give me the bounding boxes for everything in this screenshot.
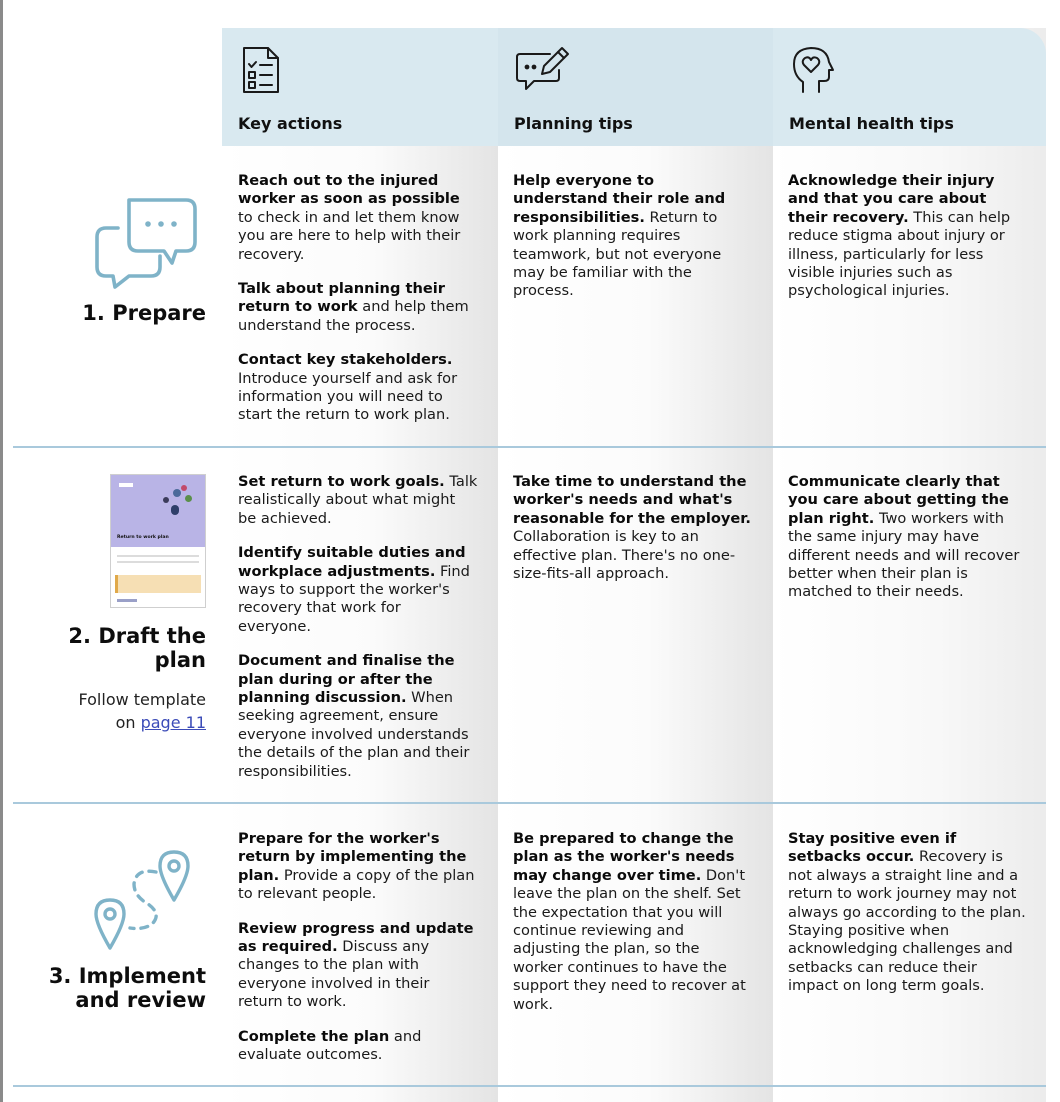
row-divider	[13, 802, 1046, 804]
page-11-link[interactable]: page 11	[140, 713, 206, 732]
list-item: Identify suitable duties and workplace adjustments. Find ways to support the worker's recovery that work for everyone.	[238, 544, 470, 635]
list-item: Contact key stakeholders. Introduce yourself and ask for information you will need to start the return to work plan.	[238, 351, 458, 424]
row-divider	[13, 446, 1046, 448]
stage3-key-actions	[238, 830, 478, 1080]
route-pins-icon	[90, 848, 194, 952]
stage1-key-actions	[238, 172, 478, 441]
template-thumbnail[interactable]	[110, 474, 206, 608]
stage2-key-actions	[238, 473, 478, 797]
stage-title-draft-plan: 2. Draft the plan	[68, 624, 206, 672]
stage1-planning-tips	[513, 172, 753, 317]
list-item: Be prepared to change the plan as the worker's needs may change over time. Don't leave the plan on the shelf. Set the expectation that you will continue reviewing and adjusting the plan, so the worker continues to have the support they need to recover at work.	[513, 830, 746, 1013]
stage2-mental-health-tips	[788, 473, 1028, 618]
list-item: Talk about planning their return to work and help them understand the process.	[238, 280, 469, 334]
stage3-mental-health-tips	[788, 830, 1028, 1012]
page-edge	[0, 0, 3, 1102]
stage1-mental-health-tips	[788, 172, 1028, 317]
chat-bubbles-icon	[94, 196, 200, 290]
checklist-icon	[238, 44, 288, 96]
header-mental-health-tips	[773, 28, 1046, 146]
row-divider	[13, 1085, 1046, 1087]
header-title: Mental health tips	[789, 114, 954, 133]
list-item: Set return to work goals. Talk realistically about what might be achieved.	[238, 473, 478, 527]
list-item: Review progress and update as required. Discuss any changes to the plan with everyone involved in their return to work.	[238, 919, 474, 1011]
header-key-actions	[222, 28, 498, 146]
list-item: Reach out to the injured worker as soon as possible to check in and let them know you are here to help with their recovery.	[238, 172, 461, 263]
list-item: Complete the plan and evaluate outcomes.	[238, 1027, 422, 1064]
speech-pencil-icon	[514, 44, 574, 96]
stage-title-implement-review: 3. Implement and review	[48, 964, 206, 1012]
header-planning-tips	[498, 28, 773, 146]
header-title: Key actions	[238, 114, 343, 133]
header-title: Planning tips	[514, 114, 633, 133]
stage-note-template: Follow template on page 11	[78, 690, 206, 732]
list-item: Document and finalise the plan during or after the planning discussion. When seeking agreement, ensure everyone involved understands the details of the plan and their responsibilities.	[238, 652, 470, 780]
list-item: Prepare for the worker's return by implementing the plan. Provide a copy of the plan to relevant people.	[238, 830, 475, 903]
thumbnail-cover: Return to work plan	[111, 475, 205, 547]
list-item: Help everyone to understand their role and responsibilities. Return to work planning requires teamwork, but not everyone may be familiar with the process.	[513, 172, 726, 300]
stage-title-prepare: 1. Prepare	[82, 301, 206, 325]
head-heart-icon	[789, 44, 839, 96]
stage2-planning-tips	[513, 473, 753, 599]
stage3-planning-tips	[513, 830, 753, 1030]
list-item: Take time to understand the worker's needs and what's reasonable for the employer. Collaboration is key to an effective plan. There's no one-size-fits-all approach.	[513, 473, 751, 583]
list-item: Stay positive even if setbacks occur. Recovery is not always a straight line and a return to work journey may not always go according to the plan. Staying positive when acknowledging challenges and setbacks can reduce their impact on long term goals.	[788, 830, 1026, 995]
list-item: Communicate clearly that you care about getting the plan right. Two workers with the same injury may have different needs and will recover better when their plan is matched to their needs.	[788, 473, 1020, 601]
list-item: Acknowledge their injury and that you care about their recovery. This can help reduce stigma about injury or illness, particularly for less visible injuries such as psychological injuries.	[788, 172, 1011, 300]
